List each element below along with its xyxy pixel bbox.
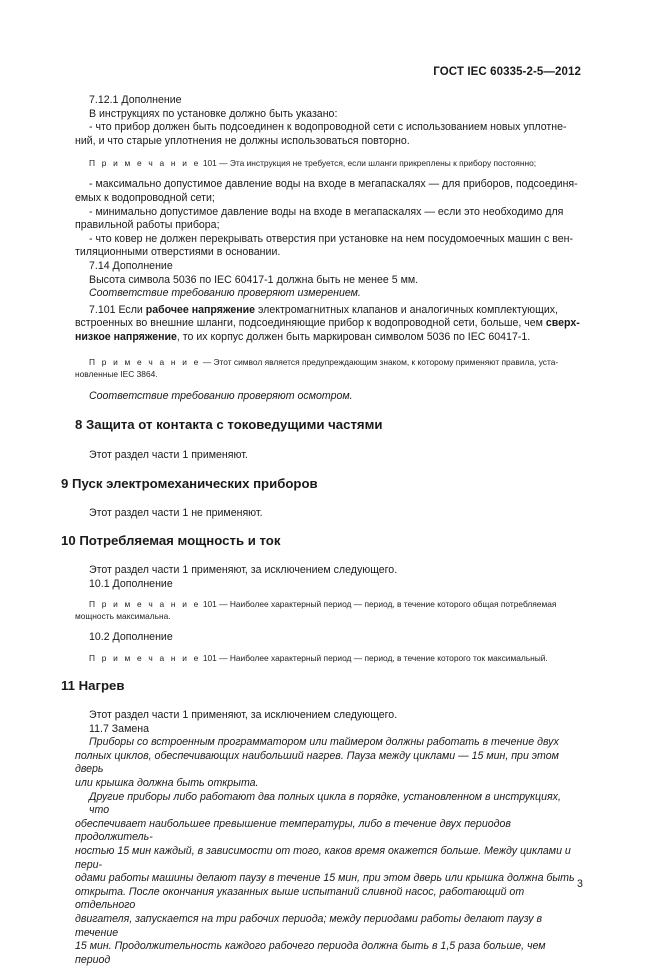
note-4 (75, 652, 583, 664)
note-label: П р и м е ч а н и е (89, 653, 201, 664)
section-11-text: Этот раздел части 1 применяют, за исключением следующего. (89, 709, 398, 722)
para-2-line-3: ностью 15 мин каждый, в зависимости от того, каков время окажется больше. Между циклами и пери- (75, 845, 571, 871)
check-inspection: Соответствие требованию проверяют осмотром. (89, 389, 353, 402)
page-content (61, 94, 583, 967)
page-number: 3 (577, 878, 583, 890)
section-8-title: 8 Защита от контакта с токоведущими частями (75, 417, 383, 433)
para-1-line-2: полных циклов, обеспечивающих наибольший нагрев. Пауза между циклами — 15 мин, при этом дверь (75, 749, 559, 776)
note-3-line-2: мощность максимальна. (75, 611, 171, 622)
bullet-2-line-2: емых к водопроводной сети; (75, 191, 215, 204)
text-run: 7.101 Если (89, 303, 146, 316)
term-extra-low-voltage-cont: низкое напряжение (75, 330, 177, 343)
section-7-101-line-1 (75, 304, 583, 318)
note-label: П р и м е ч а н и е (89, 599, 201, 610)
section-7-101-line-3 (61, 331, 583, 345)
note-1 (75, 157, 583, 169)
term-working-voltage: рабочее напряжение (145, 303, 256, 316)
section-10-1-heading: 10.1 Дополнение (89, 577, 173, 590)
note-2-line-2: новленные IEC 3864. (75, 368, 158, 379)
bullet-1-line-2: ний, и что старые уплотнения не должны использоваться повторно. (75, 134, 410, 147)
section-11-7-heading: 11.7 Замена (89, 722, 149, 735)
note-text: 101 — Эта инструкция не требуется, если шланги прикреплены к прибору постоянно; (202, 158, 537, 169)
section-9-title: 9 Пуск электромеханических приборов (61, 475, 318, 491)
note-label: П р и м е ч а н и е (89, 356, 201, 367)
note-text: 101 — Наиболее характерный период — период, в течение которого общая потребляемая (202, 599, 557, 610)
term-extra-low-voltage: сверх- (545, 317, 580, 330)
para-2-line-2: обеспечивает наибольшее превышение температуры, либо в течение двух периодов продолжитель- (75, 817, 511, 844)
section-7-14-text: Высота символа 5036 по IEC 60417-1 должна быть не менее 5 мм. (89, 273, 419, 286)
text-run: встроенных во внешние шланги, подсоединяющие прибор к водопроводной сети, больше, чем (75, 317, 546, 330)
para-2-line-1: Другие приборы либо работают два полных цикла в порядке, установленном в инструкциях, что (89, 790, 561, 817)
section-10-title: 10 Потребляемая мощность и ток (61, 533, 281, 549)
bullet-4-line-1: - что ковер не должен перекрывать отверстия при установке на нем посудомоечных машин с вен- (89, 232, 573, 245)
para-1-line-1: Приборы со встроенным программатором или таймером должны работать в течение двух (89, 736, 559, 749)
section-9-text: Этот раздел части 1 не применяют. (89, 506, 263, 519)
section-7-14-check: Соответствие требованию проверяют измерением. (89, 287, 361, 300)
section-10-text: Этот раздел части 1 применяют, за исключением следующего. (89, 564, 398, 577)
para-2-line-5: открыта. После окончания указанных выше испытаний сливной насос, работающий от отдельного (75, 885, 525, 912)
section-7-101-line-2 (61, 317, 583, 331)
section-11-title: 11 Нагрев (61, 678, 125, 694)
section-8-text: Этот раздел части 1 применяют. (89, 449, 248, 462)
bullet-3-line-2: правильной работы прибора; (75, 219, 220, 232)
note-3-line-1 (75, 598, 583, 610)
bullet-2-line-1: - максимально допустимое давление воды на входе в мегапаскалях — для приборов, подсоединя- (89, 178, 578, 191)
para-2-line-7: 15 мин. Продолжительность каждого рабочего периода должна быть в 1,5 раза больше, чем период (75, 940, 546, 966)
text-run: , то их корпус должен быть маркирован символом 5036 по IEC 60417-1. (176, 330, 531, 343)
section-7-12-1-heading: 7.12.1 Дополнение (89, 94, 182, 106)
para-2-line-6: двигателя, запускается на три рабочих периода; между периодами работы делают паузу в течение (75, 912, 543, 939)
text-run: электромагнитных клапанов и аналогичных комплектующих, (255, 303, 558, 316)
bullet-1-line-1: - что прибор должен быть подсоединен к водопроводной сети с использованием новых уплотне- (89, 121, 567, 134)
note-text: 101 — Наиболее характерный период — период, в течение которого ток максимальный. (202, 653, 548, 664)
standard-header: ГОСТ IEC 60335-2-5—2012 (433, 66, 581, 78)
section-7-14-heading: 7.14 Дополнение (89, 259, 173, 272)
section-11-7-body (75, 736, 583, 967)
note-label: П р и м е ч а н и е (89, 158, 201, 169)
bullet-3-line-1: - минимально допустимое давление воды на входе в мегапаскалях — если это необходимо для (89, 205, 564, 218)
bullet-4-line-2: тиляционными отверстиями в основании. (75, 246, 281, 259)
para-2-line-4: одами работы машины делают паузу в течение 15 мин, при этом дверь или крышка должна быть (75, 872, 575, 885)
note-text: — Этот символ является предупреждающим знаком, к которому применяют правила, уста- (202, 356, 559, 367)
section-7-12-1-intro: В инструкциях по установке должно быть указано: (89, 107, 338, 120)
section-10-2-heading: 10.2 Дополнение (89, 631, 173, 644)
para-1-line-3: или крышка должна быть открыта. (75, 777, 259, 790)
note-2-line-1 (75, 356, 583, 368)
